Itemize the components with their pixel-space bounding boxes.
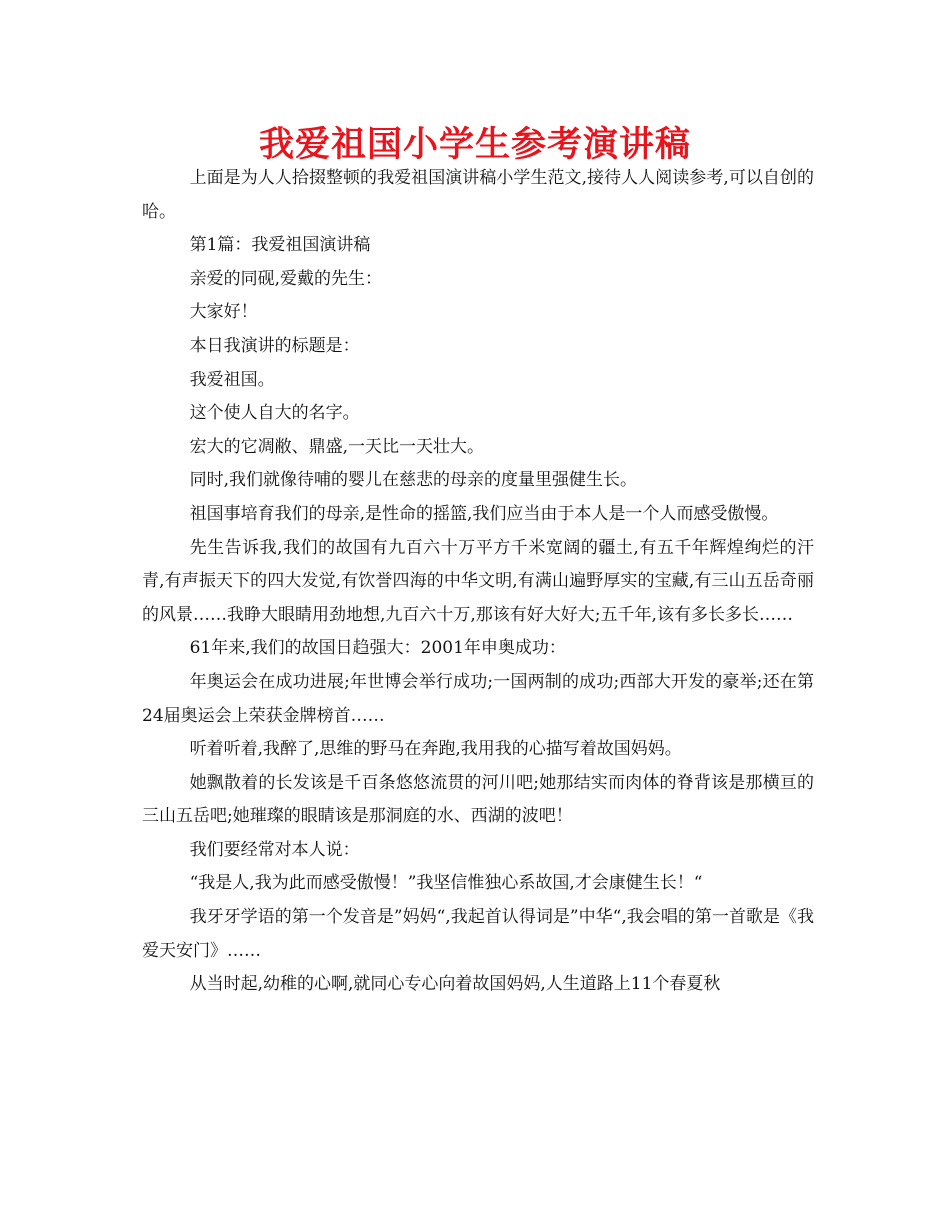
paragraph: 这个使人自大的名字。 — [189, 403, 360, 424]
document-title: 我爱祖国小学生参考演讲稿 — [258, 125, 691, 165]
paragraph: 大家好！ — [189, 302, 258, 323]
paragraph: 她飘散着的长发该是千百条悠悠流贯的河川吧;她那结实而肉体的脊背该是那横亘的三山五岳吧;她璀璨的眼睛该是那洞庭的水、西湖的波吧！ — [142, 772, 814, 827]
paragraph: 我爱祖国。 — [189, 369, 275, 390]
paragraph: 宏大的它凋敝、鼎盛,一天比一天壮大。 — [189, 436, 484, 457]
paragraph: 第1篇：我爱祖国演讲稿 — [189, 235, 371, 256]
paragraph: 我牙牙学语的第一个发音是”妈妈“,我起首认得词是”中华“,我会唱的第一首歌是《我爱天安门》…… — [142, 907, 814, 961]
paragraph: 先生告诉我,我们的故国有九百六十万平方千米宽阔的疆土,有五千年辉煌绚烂的汗青,有声振天下的四大发觉,有饮誉四海的中华文明,有满山遍野厚实的宝藏,有三山五岳奇丽的风景……我睁大眼睛用劲地想,九百六十万,那该有好大好大;五千年,该有多长多长…… — [142, 537, 814, 625]
paragraph: 我们要经常对本人说： — [189, 839, 360, 860]
paragraph: 61年来,我们的故国日趋强大：2001年申奥成功： — [189, 638, 566, 659]
paragraph: 本日我演讲的标题是： — [189, 335, 360, 356]
paragraph: 上面是为人人拾掇整顿的我爱祖国演讲稿小学生范文,接待人人阅读参考,可以自创的哈。 — [142, 168, 814, 222]
paragraph: 年奥运会在成功进展;年世博会举行成功;一国两制的成功;西部大开发的豪举;还在第24届奥运会上荣获金牌榜首…… — [142, 671, 814, 726]
paragraph: 同时,我们就像待哺的婴儿在慈悲的母亲的度量里强健生长。 — [189, 470, 637, 491]
paragraph: 亲爱的同砚,爱戴的先生： — [189, 268, 382, 289]
paragraph: 听着听着,我醉了,思维的野马在奔跑,我用我的心描写着故国妈妈。 — [189, 739, 682, 760]
paragraph: 从当时起,幼稚的心啊,就同心专心向着故国妈妈,人生道路上11个春夏秋 — [189, 974, 721, 995]
paragraph: “我是人,我为此而感受傲慢！”我坚信惟独心系故国,才会康健生长！“ — [189, 873, 703, 894]
document-body — [142, 162, 814, 1002]
paragraph: 祖国事培育我们的母亲,是性命的摇篮,我们应当由于本人是一个人而感受傲慢。 — [189, 503, 779, 524]
